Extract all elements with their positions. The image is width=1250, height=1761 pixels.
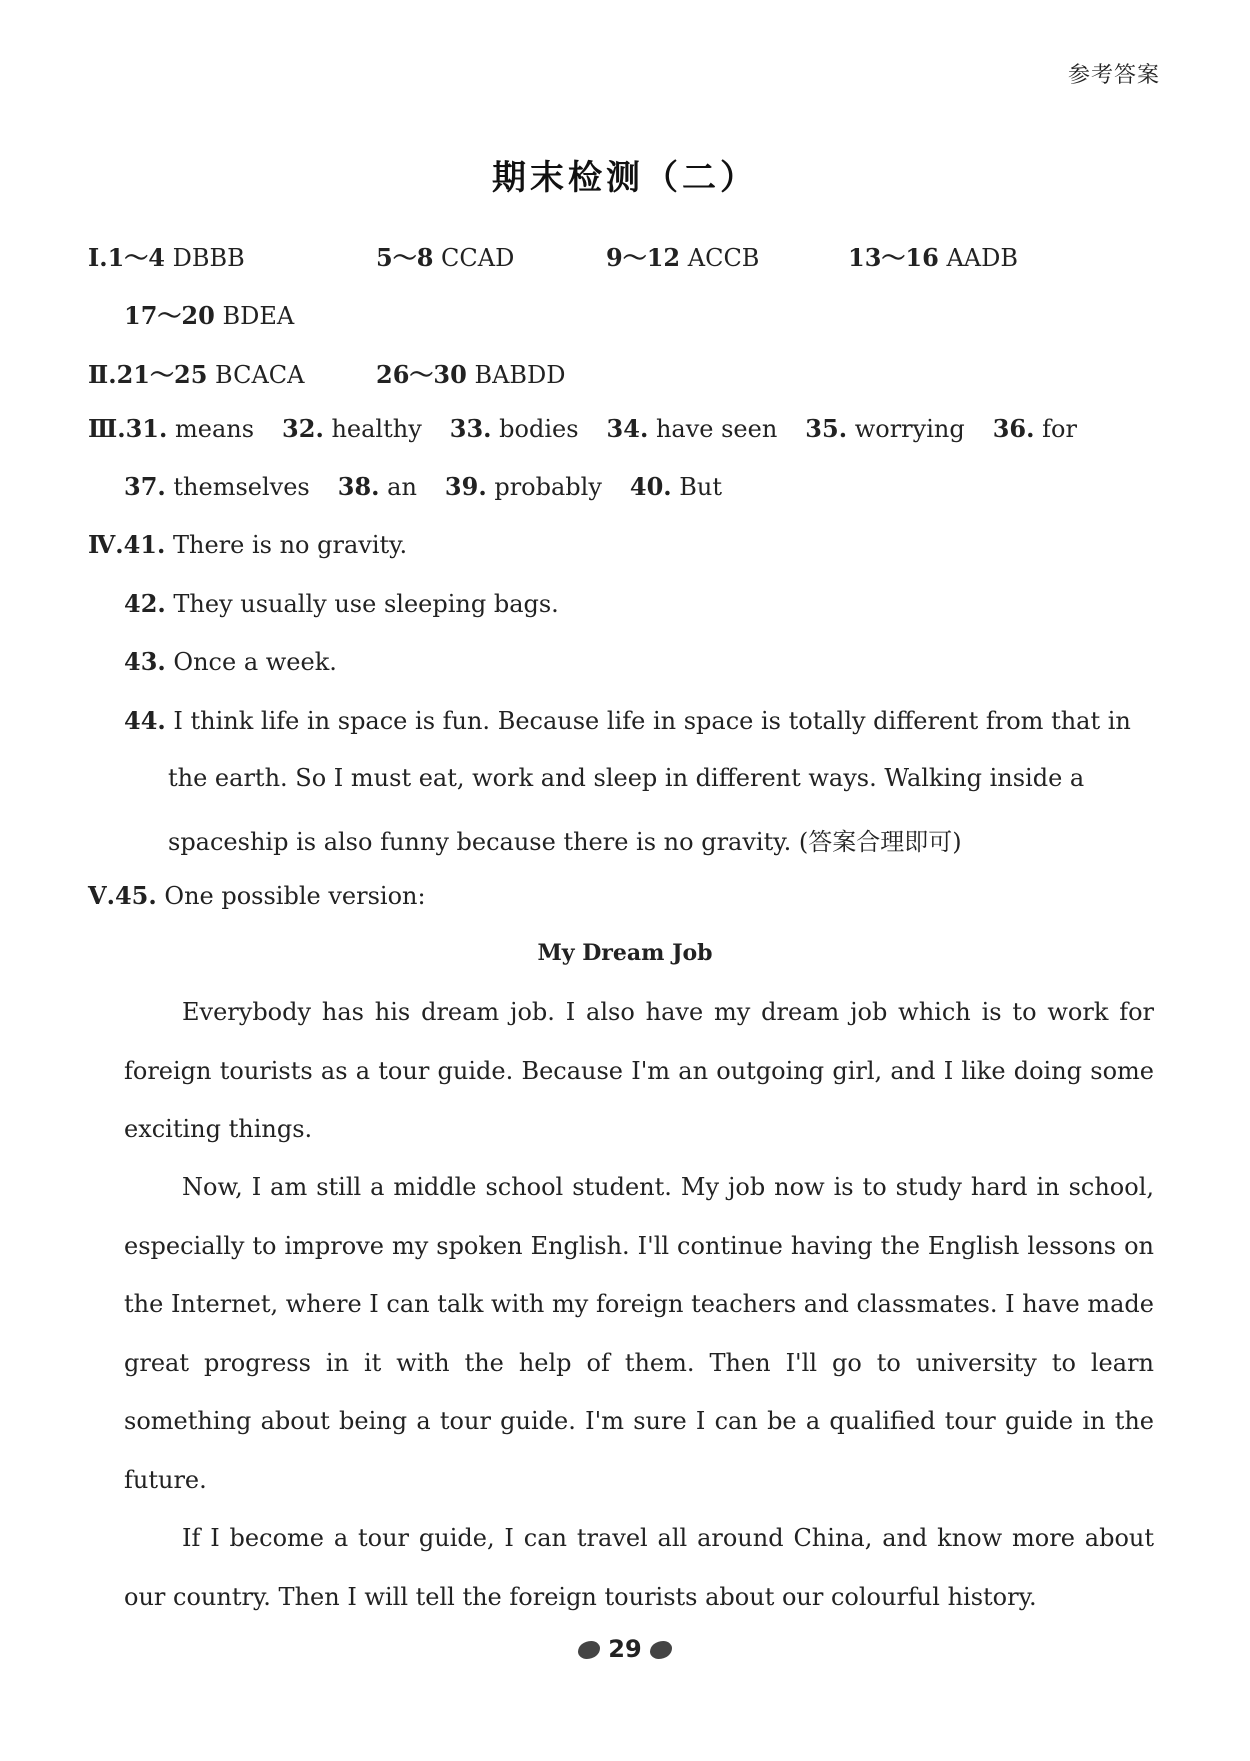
range-label: 5～8: [376, 243, 434, 272]
essay-title: My Dream Job: [537, 940, 713, 966]
page-number-text: 29: [608, 1635, 642, 1663]
page-title: 期末检测（二）: [492, 158, 758, 198]
section-1-group-5: [124, 296, 294, 331]
page-header: 参考答案: [1067, 63, 1160, 88]
range-label: 1～4: [107, 243, 165, 272]
answer-37: 37. themselves: [124, 472, 310, 501]
answer-41: Ⅳ.41. There is no gravity.: [88, 530, 408, 559]
answer-43: 43. Once a week.: [124, 647, 337, 676]
answer-45-intro: Ⅴ.45. One possible version:: [88, 881, 426, 910]
section-2-mark: Ⅱ.: [88, 360, 117, 389]
answers: DBBB: [172, 244, 245, 272]
essay-paragraph-1: Everybody has his dream job. I also have my dream job which is to work for foreign tourists as a tour guide. Because I'm an outgoing girl, and I like doing some exciting things.: [124, 998, 1154, 1143]
section-4-mark: Ⅳ.: [88, 530, 124, 559]
answer-42: 42. They usually use sleeping bags.: [124, 589, 559, 618]
section-1-group-3: [606, 238, 759, 273]
range-label: 26～30: [376, 360, 467, 389]
range-label: 17～20: [124, 301, 215, 330]
answer-34: 34. have seen: [606, 414, 778, 443]
page-number: [0, 1635, 1250, 1663]
essay-paragraph-3: If I become a tour guide, I can travel all around China, and know more about our country. Then I will tell the foreign tourists about our colourful history.: [124, 1524, 1154, 1611]
leaf-right-icon: [650, 1641, 672, 1659]
section-3-line-1: [88, 414, 1105, 443]
answers: BDEA: [222, 302, 295, 330]
answer-40: 40. But: [629, 472, 723, 501]
essay-paragraph-2: Now, I am still a middle school student. My job now is to study hard in school, especially to improve my spoken English. I'll continue having the English lessons on the Internet, where I can talk with my foreign teachers and classmates. I have made great progress in it with the help of them. Then I'll go to university to learn something about being a tour guide. I'm sure I can be a qualified tour guide in the future.: [124, 1173, 1154, 1494]
answer-36: 36. for: [992, 414, 1077, 443]
section-1-group-1: [88, 238, 245, 273]
answer-38: 38. an: [337, 472, 417, 501]
answers: BABDD: [474, 361, 566, 389]
answer-31: 31. means: [125, 414, 255, 443]
range-label: 13～16: [848, 243, 939, 272]
section-1-group-4: [848, 238, 1018, 273]
range-label: 9～12: [606, 243, 681, 272]
section-3-line-2: [124, 472, 750, 501]
answer-44-line-3: spaceship is also funny because there is no gravity. (答案合理即可): [168, 828, 962, 856]
section-2-group-1: [88, 355, 305, 390]
answers: AADB: [946, 244, 1018, 272]
leaf-left-icon: [578, 1641, 600, 1659]
section-3-mark: Ⅲ.: [88, 414, 126, 443]
section-5-mark: Ⅴ.: [88, 881, 115, 910]
answer-44-line-2: the earth. So I must eat, work and sleep in different ways. Walking inside a: [168, 764, 1085, 792]
answer-35: 35. worrying: [805, 414, 965, 443]
section-1-mark: Ⅰ.: [88, 243, 108, 272]
section-1-group-2: [376, 238, 514, 273]
answer-32: 32. healthy: [282, 414, 422, 443]
range-label: 21～25: [116, 360, 208, 389]
answers: BCACA: [215, 361, 305, 389]
answer-33: 33. bodies: [449, 414, 579, 443]
answers: ACCB: [687, 244, 760, 272]
answer-39: 39. probably: [444, 472, 602, 501]
answers: CCAD: [441, 244, 515, 272]
answer-44-line-1: 44. I think life in space is fun. Because life in space is totally different from that in: [124, 706, 1131, 735]
section-2-group-2: [376, 355, 566, 390]
